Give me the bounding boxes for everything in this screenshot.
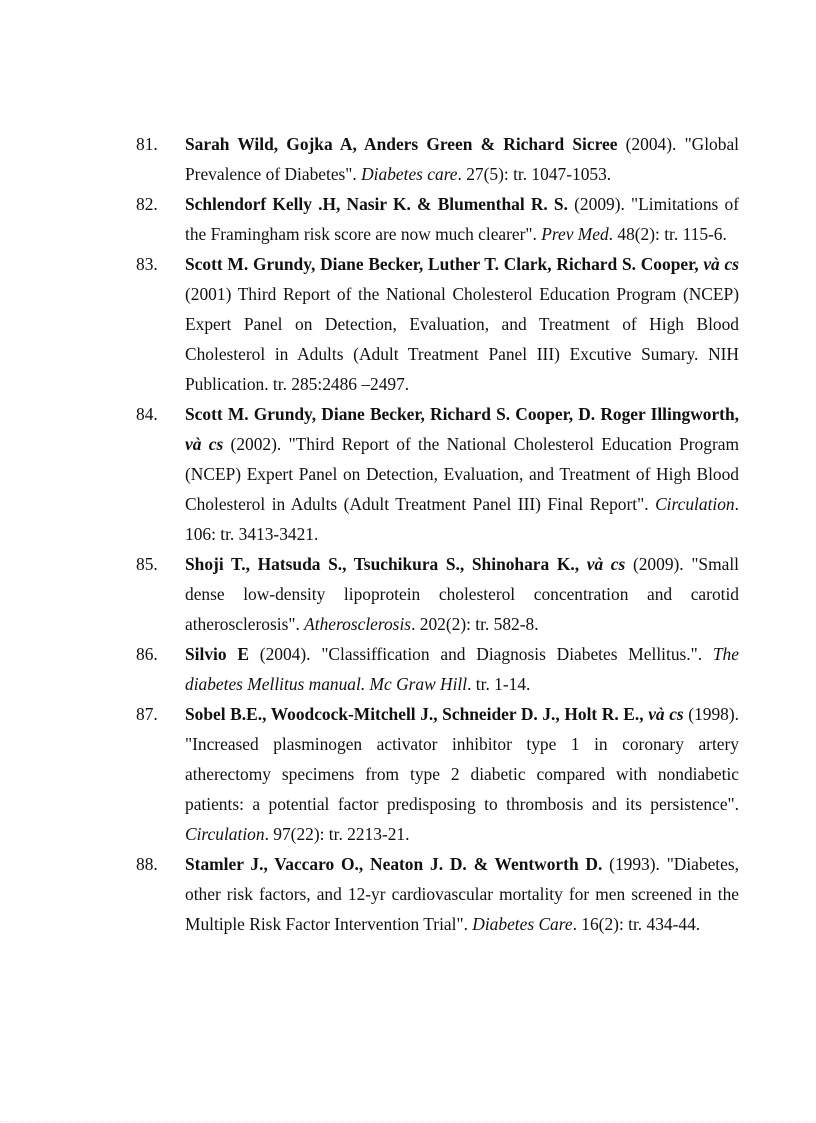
reference-item-86 (136, 639, 739, 699)
reference-text (185, 704, 739, 844)
reference-number: 85. (136, 554, 158, 574)
reference-list (136, 129, 739, 939)
reference-title: "Classiffication and Diagnosis Diabetes Mellitus.". (321, 644, 713, 664)
reference-year: (1998). (683, 704, 739, 724)
reference-journal: Diabetes Care (472, 914, 573, 934)
reference-year: (2002). (223, 434, 289, 454)
reference-year: (2004). (617, 134, 685, 154)
reference-title: "Diabetes, other risk factors, and 12-yr cardiovascular mortality for men screened in the Multiple Risk Factor Intervention Trial". (185, 854, 739, 934)
reference-number: 81. (136, 134, 158, 154)
reference-text (185, 404, 739, 544)
reference-authors: Scott M. Grundy, Diane Becker, Richard S. Cooper, D. Roger Illingworth, (185, 404, 739, 424)
reference-title: "Limitations of the Framingham risk score are now much clearer". (185, 194, 739, 244)
reference-title: "Increased plasminogen activator inhibitor type 1 in coronary artery atherectomy specimens from type 2 diabetic compared with nondiabetic patients: a potential factor predisposing to thrombosis and its persistence". (185, 734, 739, 814)
reference-year: (2004). (248, 644, 322, 664)
reference-journal: Prev Med (541, 224, 609, 244)
reference-year: (2009). (567, 194, 632, 214)
reference-authors: Scott M. Grundy, Diane Becker, Luther T. Clark, Richard S. Cooper, (185, 254, 699, 274)
reference-details: . 27(5): tr. 1047-1053. (457, 164, 612, 184)
page-bottom-divider (0, 1121, 816, 1122)
reference-text (185, 134, 739, 184)
reference-journal: Circulation (185, 824, 265, 844)
reference-etal: và cs (579, 554, 626, 574)
reference-details: . 202(2): tr. 582-8. (411, 614, 539, 634)
reference-details: . 97(22): tr. 2213-21. (264, 824, 410, 844)
reference-details: . tr. 1-14. (467, 674, 531, 694)
reference-item-83 (136, 249, 739, 399)
reference-title: "Small dense low-density lipoprotein cholesterol concentration and carotid atherosclerosis". (185, 554, 739, 634)
reference-number: 88. (136, 854, 158, 874)
reference-details: . 16(2): tr. 434-44. (572, 914, 701, 934)
reference-authors: Sobel B.E., Woodcock-Mitchell J., Schneider D. J., Holt R. E., (185, 704, 644, 724)
reference-year: (2001) (185, 284, 238, 304)
reference-etal: và cs (698, 254, 739, 274)
reference-authors: Stamler J., Vaccaro O., Neaton J. D. & Wentworth D. (185, 854, 603, 874)
reference-title: "Global Prevalence of Diabetes". (185, 134, 739, 184)
reference-item-85 (136, 549, 739, 639)
reference-etal: và cs (185, 434, 224, 454)
reference-number: 82. (136, 194, 158, 214)
reference-text (185, 194, 739, 244)
reference-year: (1993). (602, 854, 667, 874)
reference-authors: Shoji T., Hatsuda S., Tsuchikura S., Shinohara K., (185, 554, 580, 574)
reference-details: . 48(2): tr. 115-6. (608, 224, 727, 244)
reference-title: Third Report of the National Cholesterol Education Program (NCEP) Expert Panel on Detection, Evaluation, and Treatment of High Blood Cholesterol in Adults (Adult Treatment Panel III) Excutive Sumary. NIH Publication. tr. 285:2486 –2497. (185, 284, 739, 394)
reference-details: . 106: tr. 3413-3421. (185, 494, 739, 544)
reference-text (185, 254, 739, 394)
reference-item-82 (136, 189, 739, 249)
reference-year: (2009). (625, 554, 692, 574)
reference-journal: Diabetes care (361, 164, 458, 184)
reference-authors: Silvio E (185, 644, 249, 664)
reference-journal: Atherosclerosis (304, 614, 412, 634)
reference-journal: Circulation (655, 494, 735, 514)
reference-etal: và cs (643, 704, 684, 724)
reference-text (185, 854, 739, 934)
reference-text (185, 644, 739, 694)
reference-authors: Sarah Wild, Gojka A, Anders Green & Richard Sicree (185, 134, 618, 154)
reference-item-81 (136, 129, 739, 189)
reference-title: "Third Report of the National Cholesterol Education Program (NCEP) Expert Panel on Detection, Evaluation, and Treatment of High Blood Cholesterol in Adults (Adult Treatment Panel III) Final Report". (185, 434, 739, 514)
reference-number: 84. (136, 404, 158, 424)
reference-authors: Schlendorf Kelly .H, Nasir K. & Blumenthal R. S. (185, 194, 568, 214)
reference-journal: The diabetes Mellitus manual. Mc Graw Hill (185, 644, 739, 694)
reference-item-87 (136, 699, 739, 849)
reference-text (185, 554, 739, 634)
reference-number: 87. (136, 704, 158, 724)
reference-number: 83. (136, 254, 158, 274)
reference-item-84 (136, 399, 739, 549)
reference-number: 86. (136, 644, 158, 664)
reference-item-88 (136, 849, 739, 939)
